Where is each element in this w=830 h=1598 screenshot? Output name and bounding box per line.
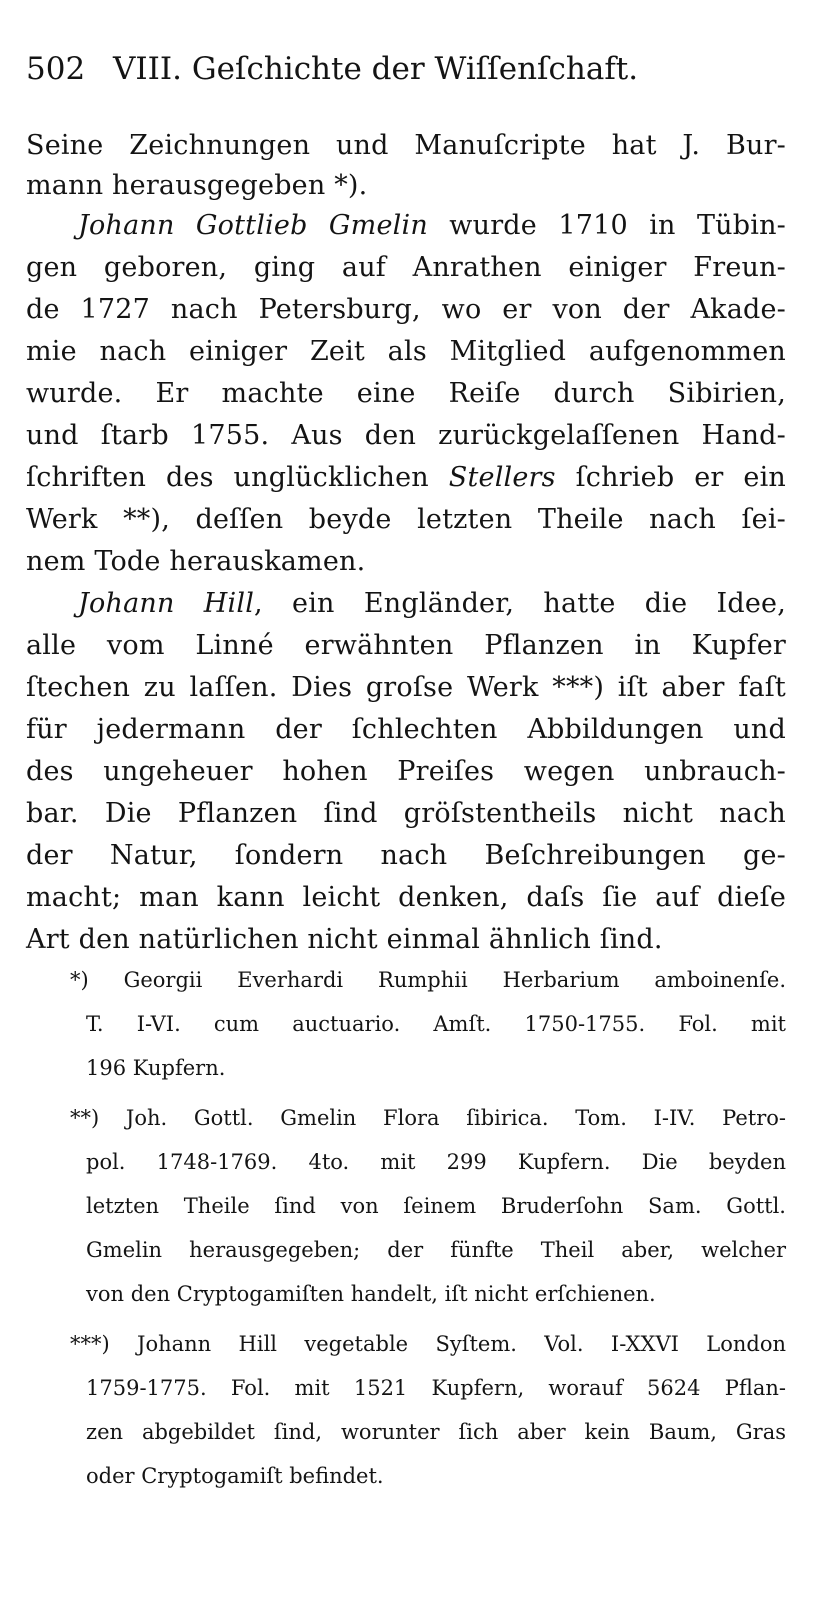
text-run: der Natur, ſondern nach Beſchreibungen ge- [26, 840, 786, 871]
text-run: bar. Die Pflanzen ſind gröſstentheils nicht nach [26, 798, 786, 829]
footnote-line: pol. 1748-1769. 4to. mit 299 Kupfern. Die beyden [86, 1150, 786, 1174]
text-run: Werk **), deſſen beyde letzten Theile nach ſei- [26, 504, 786, 535]
italic-name: Stellers [448, 462, 556, 493]
footnote-start-line: **) Joh. Gottl. Gmelin Flora ſibirica. Tom. I-IV. Petro- [70, 1106, 786, 1130]
text-run: des ungeheuer hohen Preiſes wegen unbrauch- [26, 756, 786, 787]
text-run: Seine Zeichnungen und Manuſcripte hat J. Bur- [26, 130, 786, 161]
footnote-line: T. I-VI. cum auctuario. Amſt. 1750-1755. Fol. mit [86, 1012, 786, 1036]
text-line [26, 672, 786, 703]
text-line [26, 504, 786, 535]
footnote-start-line: ***) Johann Hill vegetable Syſtem. Vol. I-XXVI London [70, 1332, 786, 1356]
footnote-line: von den Cryptogamiſten handelt, iſt nicht erſchienen. [86, 1282, 656, 1306]
chapter-title: Geſchichte der Wiſſenſchaft. [191, 51, 639, 87]
text-line [26, 546, 786, 577]
running-header [26, 44, 806, 94]
footnote-line: Gmelin herausgegeben; der fünfte Theil aber, welcher [86, 1238, 786, 1262]
chapter-number: VIII. [113, 51, 183, 87]
text-run: gen geboren, ging auf Anrathen einiger Freun- [26, 252, 786, 283]
text-line [26, 462, 786, 493]
footnote-line: 1759-1775. Fol. mit 1521 Kupfern, worauf 5624 Pflan- [86, 1376, 786, 1400]
page-number: 502 [26, 51, 86, 87]
text-run: und ſtarb 1755. Aus den zurückgelaſſenen Hand- [26, 420, 786, 451]
text-run: mie nach einiger Zeit als Mitglied aufgenommen [26, 336, 786, 367]
text-line [26, 840, 786, 871]
footnote-line: zen abgebildet ſind, worunter ſich aber kein Baum, Gras [86, 1420, 786, 1444]
footnote-line: letzten Theile ſind von ſeinem Bruderſohn Sam. Gottl. [86, 1194, 786, 1218]
text-line [26, 798, 786, 829]
text-line [78, 588, 786, 619]
text-run: wurde 1710 in Tübin- [427, 210, 787, 241]
text-run: ſchrieb er ein [555, 462, 786, 493]
text-run: mann herausgegeben *). [26, 170, 368, 201]
text-line [26, 294, 786, 325]
italic-name: Johann Gottlieb Gmelin [78, 210, 428, 241]
text-run: ſchriften des unglücklichen [26, 462, 449, 493]
text-line [26, 170, 786, 201]
text-line [26, 130, 786, 161]
text-run: de 1727 nach Petersburg, wo er von der Akade- [26, 294, 786, 325]
text-run: , ein Engländer, hatte die Idee, [254, 588, 786, 619]
footnote-line: 196 Kupfern. [86, 1056, 226, 1080]
text-line [26, 252, 786, 283]
text-run: Art den natürlichen nicht einmal ähnlich ſind. [26, 924, 663, 955]
text-line [26, 714, 786, 745]
text-run: ſtechen zu laſſen. Dies groſse Werk ***) iſt aber faſt [26, 672, 786, 703]
text-run: wurde. Er machte eine Reiſe durch Sibirien, [26, 378, 786, 409]
text-line [26, 336, 786, 367]
italic-name: Johann Hill [78, 588, 255, 619]
text-line [26, 756, 786, 787]
text-line [26, 420, 786, 451]
text-run: macht; man kann leicht denken, daſs ſie auf dieſe [26, 882, 786, 913]
footnote-start-line: *) Georgii Everhardi Rumphii Herbarium amboinenſe. [70, 968, 786, 992]
text-run: nem Tode herauskamen. [26, 546, 366, 577]
text-run: für jedermann der ſchlechten Abbildungen und [26, 714, 786, 745]
text-line [26, 630, 786, 661]
footnote-line: oder Cryptogamiſt befindet. [86, 1464, 384, 1488]
text-line [26, 882, 786, 913]
text-line [26, 924, 786, 955]
text-run: alle vom Linné erwähnten Pflanzen in Kupfer [26, 630, 786, 661]
text-line [78, 210, 786, 241]
text-line [26, 378, 786, 409]
